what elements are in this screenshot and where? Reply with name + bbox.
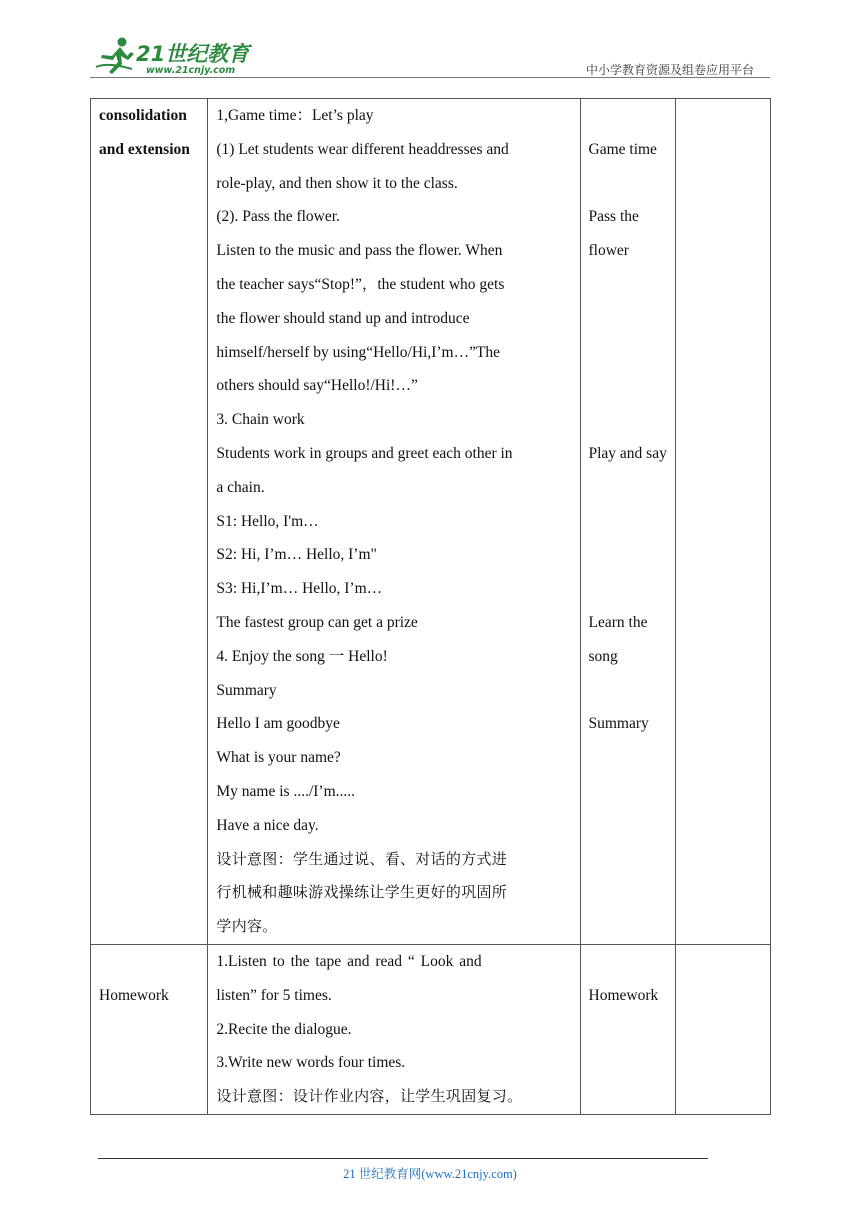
stage-label: Homework bbox=[99, 986, 169, 1004]
activity-label: song bbox=[588, 647, 618, 665]
content-line: My name is ..../I’m..... bbox=[216, 782, 356, 800]
content-line: Listen to the music and pass the flower. When bbox=[216, 242, 503, 260]
design-intent-line: 学内容。 bbox=[216, 917, 278, 936]
activity-label: Homework bbox=[588, 986, 659, 1004]
content-line: Hello I am goodbye bbox=[216, 715, 340, 733]
content-line: the teacher says“Stop!”，the student who gets bbox=[216, 275, 505, 293]
activity-label: Summary bbox=[588, 715, 649, 733]
design-intent-line: 设计意图：学生通过说、看、对话的方式进 bbox=[216, 849, 508, 868]
content-line: S1: Hello, I'm… bbox=[216, 512, 319, 530]
design-intent-line: 行机械和趣味游戏操练让学生更好的巩固所 bbox=[216, 883, 508, 902]
content-line: Students work in groups and greet each other in bbox=[216, 444, 513, 462]
table-row-homework bbox=[91, 944, 771, 1114]
content-cell-consolidation bbox=[208, 99, 580, 945]
content-line: others should say“Hello!/Hi!…” bbox=[216, 377, 418, 395]
activity-label: flower bbox=[588, 242, 629, 260]
content-line: himself/herself by using“Hello/Hi,I’m…”The bbox=[216, 343, 501, 361]
logo-url: www.21cnjy.com bbox=[146, 65, 236, 76]
content-line: S2: Hi, I’m… Hello, I’m" bbox=[216, 546, 377, 564]
content-line: 3.Write new words four times. bbox=[216, 1054, 406, 1072]
header-divider bbox=[90, 77, 770, 78]
page-footer[interactable]: 21 世纪教育网(www.21cnjy.com) bbox=[343, 1167, 517, 1181]
activity-cell-consolidation bbox=[580, 99, 675, 945]
stage-label: consolidation bbox=[99, 107, 187, 124]
content-line: 1,Game time：Let’s play bbox=[216, 107, 374, 124]
page-header bbox=[90, 30, 770, 80]
content-line: Summary bbox=[216, 681, 277, 699]
content-line: Have a nice day. bbox=[216, 816, 319, 834]
footer-divider bbox=[98, 1158, 708, 1159]
activity-label: Learn the bbox=[588, 613, 648, 631]
stage-cell-homework bbox=[91, 944, 208, 1114]
logo-text: 21世纪教育 bbox=[136, 42, 250, 66]
design-intent-line: 设计意图：设计作业内容，让学生巩固复习。 bbox=[216, 1087, 523, 1106]
activity-label: Pass the bbox=[588, 208, 639, 226]
stage-cell-consolidation bbox=[91, 99, 208, 945]
platform-name: 中小学教育资源及组卷应用平台 bbox=[585, 63, 754, 77]
content-line: listen” for 5 times. bbox=[216, 986, 332, 1004]
content-line: 1.Listen to the tape and read “ Look and bbox=[216, 952, 482, 970]
activity-label: Play and say bbox=[588, 444, 667, 462]
activity-cell-homework bbox=[580, 944, 675, 1114]
empty-cell bbox=[675, 944, 770, 1114]
content-line: (2). Pass the flower. bbox=[216, 208, 340, 226]
content-line: What is your name? bbox=[216, 749, 341, 767]
activity-label: Game time bbox=[588, 140, 657, 158]
empty-cell bbox=[675, 99, 770, 945]
stage-label: and extension bbox=[99, 140, 190, 158]
content-line: role-play, and then show it to the class. bbox=[216, 174, 458, 192]
runner-icon bbox=[94, 36, 138, 76]
content-line: The fastest group can get a prize bbox=[216, 613, 418, 631]
table-row-consolidation bbox=[91, 99, 771, 945]
lesson-plan-table bbox=[90, 98, 771, 1115]
content-line: S3: Hi,I’m… Hello, I’m… bbox=[216, 580, 383, 598]
site-logo bbox=[94, 36, 264, 78]
content-line: 3. Chain work bbox=[216, 411, 305, 429]
content-cell-homework bbox=[208, 944, 580, 1114]
content-line: (1) Let students wear different headdresses and bbox=[216, 140, 509, 158]
content-line: 4. Enjoy the song 一 Hello! bbox=[216, 647, 388, 665]
content-line: a chain. bbox=[216, 478, 265, 496]
content-line: 2.Recite the dialogue. bbox=[216, 1020, 352, 1038]
content-line: the flower should stand up and introduce bbox=[216, 309, 470, 327]
